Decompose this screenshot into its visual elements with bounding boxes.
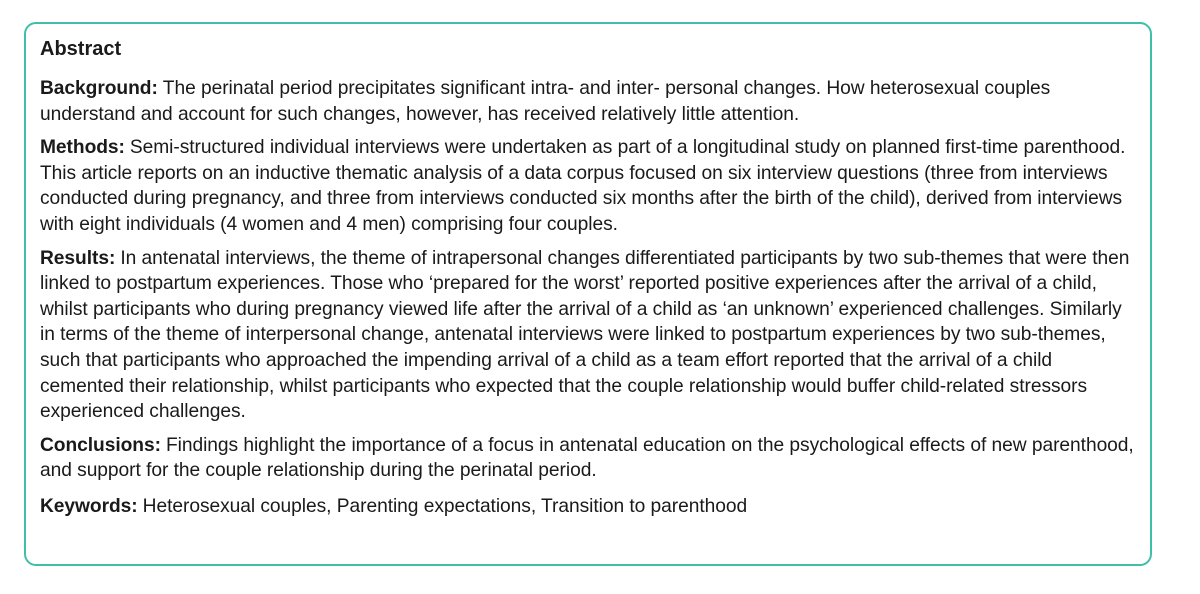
conclusions-section [40, 433, 1136, 484]
results-text: In antenatal interviews, the theme of intrapersonal changes differentiated participants by two sub-themes that were then linked to postpartum experiences. Those who ‘prepared for the worst’ reported positive experiences after the arrival of a child, whilst participants who during pregnancy viewed life after the arrival of a child as ‘an unknown’ experienced challenges. Similarly in terms of the theme of interpersonal change, antenatal interviews were linked to postpartum experiences by two sub-themes, such that participants who approached the impending arrival of a child as a team effort reported that the arrival of a child cemented their relationship, whilst participants who expected that the couple relationship would buffer child-related stressors experienced challenges. [40, 247, 1130, 423]
background-text: The perinatal period precipitates significant intra- and inter- personal changes. How heterosexual couples understand and account for such changes, however, has received relatively little attention. [40, 78, 1051, 125]
keywords-text: Heterosexual couples, Parenting expectations, Transition to parenthood [142, 495, 748, 517]
keywords-label: Keywords: [40, 495, 138, 517]
background-label: Background: [40, 78, 158, 99]
keywords-section [40, 494, 1136, 520]
methods-section [40, 135, 1136, 237]
abstract-box [24, 22, 1152, 566]
results-section [40, 246, 1136, 425]
abstract-heading: Abstract [40, 38, 122, 60]
methods-text: Semi-structured individual interviews were undertaken as part of a longitudinal study on planned first-time parenthood. This article reports on an inductive thematic analysis of a data corpus focused on six interview questions (three from interviews conducted during pregnancy, and three from interviews conducted six months after the birth of the child), derived from interviews with eight individuals (4 women and 4 men) comprising four couples. [40, 137, 1126, 235]
background-section [40, 76, 1136, 127]
methods-label: Methods: [40, 137, 125, 159]
results-label: Results: [40, 247, 116, 269]
conclusions-text: Findings highlight the importance of a focus in antenatal education on the psychological effects of new parenthood, and support for the couple relationship during the perinatal period. [40, 434, 1134, 482]
conclusions-label: Conclusions: [40, 434, 161, 456]
